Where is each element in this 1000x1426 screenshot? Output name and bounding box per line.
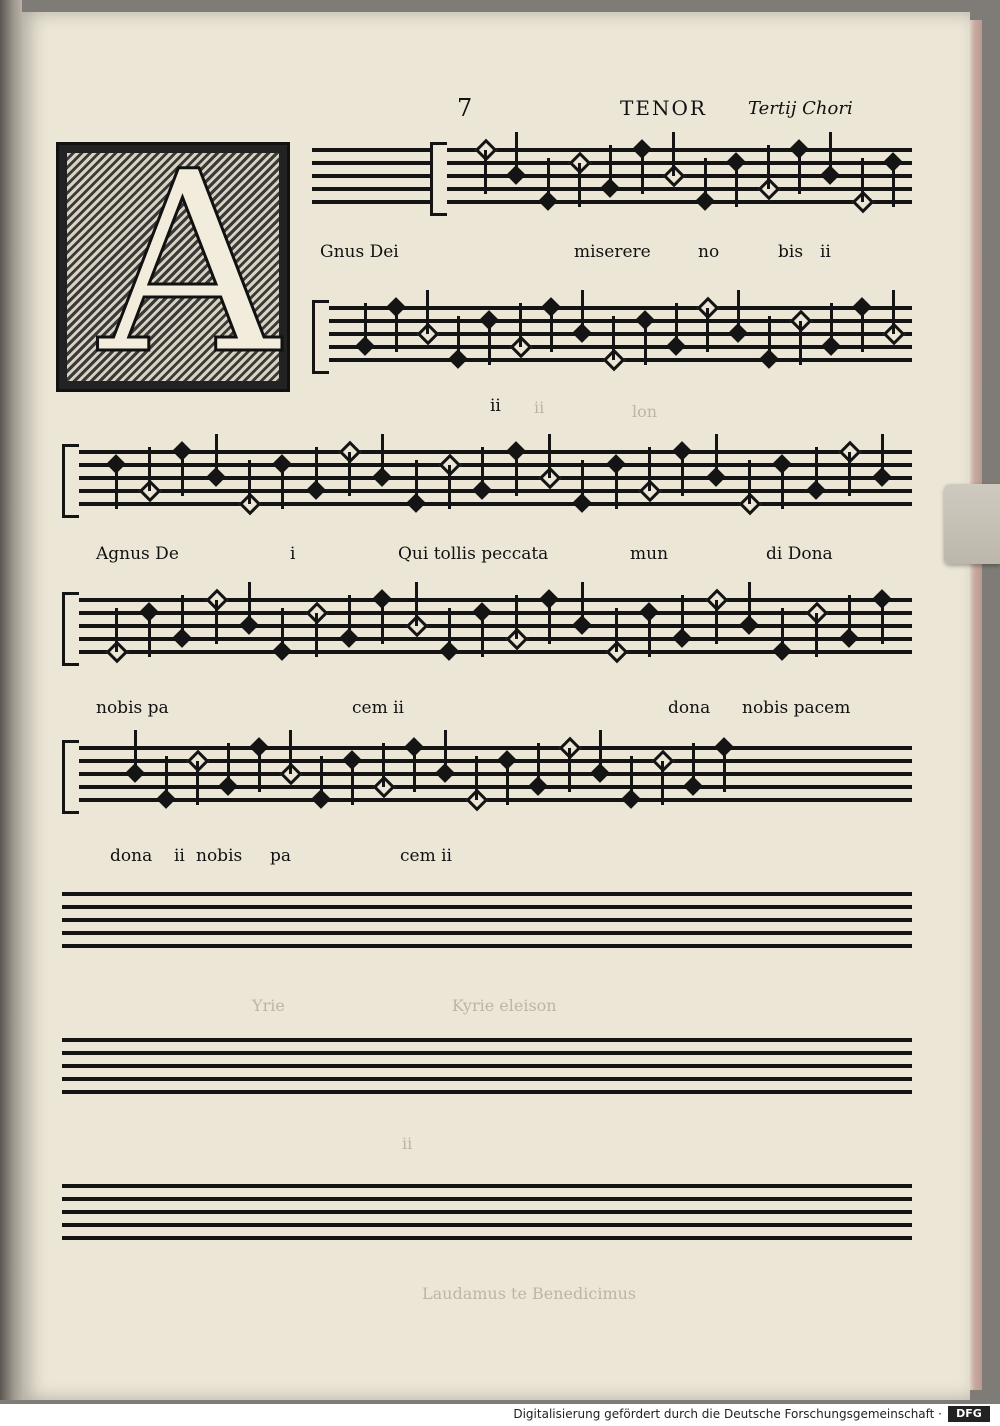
- lyric-nobis: nobis: [196, 846, 243, 866]
- note-stem: [848, 595, 851, 639]
- note-stem: [830, 303, 833, 347]
- note-stem: [115, 608, 118, 652]
- note-stem: [248, 582, 251, 626]
- music-staff-5: [62, 746, 912, 802]
- note-stem: [550, 308, 553, 352]
- note-stem: [515, 452, 518, 496]
- show-through-text: Kyrie eleison: [452, 996, 557, 1015]
- lyric-dona: dona: [668, 698, 711, 718]
- note-stem: [692, 743, 695, 787]
- note-stem: [506, 761, 509, 805]
- note-stem: [481, 447, 484, 491]
- note-stem: [134, 730, 137, 774]
- note-stem: [748, 582, 751, 626]
- note-stem: [568, 748, 571, 792]
- note-stem: [681, 595, 684, 639]
- lyric-ii: ii: [490, 396, 501, 416]
- note-stem: [737, 290, 740, 334]
- note-stem: [258, 748, 261, 792]
- note-stem: [548, 434, 551, 478]
- note-stem: [547, 158, 550, 202]
- lyric-cem-ii: cem ii: [352, 698, 404, 718]
- note-stem: [648, 613, 651, 657]
- footer-credit: Digitalisierung gefördert durch die Deutsche Forschungsgemeinschaft ·: [513, 1407, 942, 1421]
- note-stem: [881, 600, 884, 644]
- clef-icon: [430, 142, 447, 216]
- note-stem: [648, 447, 651, 491]
- note-stem: [457, 316, 460, 360]
- dfg-logo: DFG: [948, 1406, 990, 1422]
- lyric-di-dona: di Dona: [766, 544, 833, 564]
- lyric-qui-tollis-peccata: Qui tollis peccata: [398, 544, 549, 564]
- show-through-text: Yrie: [252, 996, 285, 1015]
- note-stem: [723, 748, 726, 792]
- note-stem: [215, 600, 218, 644]
- note-stem: [320, 756, 323, 800]
- note-stem: [672, 132, 675, 176]
- lyric-i: i: [290, 544, 296, 564]
- lyric-mun: mun: [630, 544, 669, 564]
- note-stem: [615, 465, 618, 509]
- note-stem: [675, 303, 678, 347]
- show-through-lon: lon: [632, 402, 658, 421]
- note-stem: [165, 756, 168, 800]
- note-stem: [181, 452, 184, 496]
- note-stem: [488, 321, 491, 365]
- note-stem: [395, 308, 398, 352]
- note-stem: [413, 748, 416, 792]
- lyric-bis: bis: [778, 242, 804, 262]
- note-stem: [415, 460, 418, 504]
- clef-icon: [62, 740, 79, 814]
- note-stem: [599, 730, 602, 774]
- note-stem: [798, 150, 801, 194]
- note-stem: [661, 761, 664, 805]
- note-stem: [537, 743, 540, 787]
- note-stem: [215, 434, 218, 478]
- note-stem: [548, 600, 551, 644]
- note-stem: [581, 582, 584, 626]
- note-stem: [781, 608, 784, 652]
- lyric-gnus-dei: Gnus Dei: [320, 242, 399, 262]
- note-stem: [484, 150, 487, 194]
- note-stem: [364, 303, 367, 347]
- page-edge: [970, 20, 982, 1390]
- note-stem: [681, 452, 684, 496]
- note-stem: [315, 447, 318, 491]
- note-stem: [578, 163, 581, 207]
- note-stem: [767, 145, 770, 189]
- note-stem: [641, 150, 644, 194]
- note-stem: [519, 303, 522, 347]
- lyric-ii: ii: [820, 242, 831, 262]
- note-stem: [581, 460, 584, 504]
- note-stem: [115, 465, 118, 509]
- note-stem: [248, 460, 251, 504]
- lyric-nobis-pacem: nobis pacem: [742, 698, 851, 718]
- page-number: 7: [457, 94, 473, 122]
- note-stem: [351, 761, 354, 805]
- note-stem: [861, 158, 864, 202]
- note-stem: [735, 163, 738, 207]
- note-stem: [181, 595, 184, 639]
- clef-icon: [62, 592, 79, 666]
- note-stem: [475, 756, 478, 800]
- note-stem: [515, 595, 518, 639]
- empty-staff-3: [62, 1184, 912, 1240]
- note-stem: [715, 600, 718, 644]
- note-stem: [348, 452, 351, 496]
- note-stem: [815, 613, 818, 657]
- note-stem: [706, 308, 709, 352]
- note-stem: [481, 613, 484, 657]
- note-stem: [829, 132, 832, 176]
- note-stem: [799, 321, 802, 365]
- voice-part: TENOR: [620, 96, 707, 120]
- note-stem: [227, 743, 230, 787]
- initial-letter: A: [99, 142, 280, 392]
- note-stem: [748, 460, 751, 504]
- note-stem: [148, 447, 151, 491]
- note-stem: [630, 756, 633, 800]
- note-stem: [704, 158, 707, 202]
- choir-label: Tertij Chori: [748, 98, 853, 119]
- show-through-text: ii: [402, 1134, 413, 1153]
- bookmark-tab: [944, 484, 1000, 564]
- note-stem: [281, 608, 284, 652]
- show-through-text: Laudamus te Benedicimus: [422, 1284, 637, 1303]
- note-stem: [515, 132, 518, 176]
- note-stem: [781, 465, 784, 509]
- clef-icon: [312, 300, 329, 374]
- note-stem: [644, 321, 647, 365]
- note-stem: [148, 613, 151, 657]
- lyric-dona: dona: [110, 846, 153, 866]
- lyric-no: no: [698, 242, 720, 262]
- empty-staff-1: [62, 892, 912, 948]
- note-stem: [892, 163, 895, 207]
- empty-staff-2: [62, 1038, 912, 1094]
- note-stem: [615, 608, 618, 652]
- note-stem: [581, 290, 584, 334]
- note-stem: [289, 730, 292, 774]
- note-stem: [382, 743, 385, 787]
- note-stem: [444, 730, 447, 774]
- note-stem: [448, 608, 451, 652]
- lyric-nobis-pa: nobis pa: [96, 698, 169, 718]
- note-stem: [715, 434, 718, 478]
- lyric-pa: pa: [270, 846, 292, 866]
- decorated-initial: [56, 142, 290, 392]
- note-stem: [281, 465, 284, 509]
- note-stem: [415, 582, 418, 626]
- note-stem: [861, 308, 864, 352]
- page-header: [22, 94, 970, 124]
- note-stem: [881, 434, 884, 478]
- note-stem: [848, 452, 851, 496]
- note-stem: [381, 434, 384, 478]
- show-through-ii: ii: [534, 398, 545, 417]
- clef-icon: [62, 444, 79, 518]
- note-stem: [381, 600, 384, 644]
- lyric-cem-ii: cem ii: [400, 846, 452, 866]
- note-stem: [315, 613, 318, 657]
- note-stem: [348, 595, 351, 639]
- book-spine: [0, 0, 22, 1400]
- note-stem: [448, 465, 451, 509]
- scanned-page: [22, 12, 970, 1400]
- note-stem: [768, 316, 771, 360]
- lyric-agnus-de: Agnus De: [96, 544, 179, 564]
- note-stem: [612, 316, 615, 360]
- note-stem: [196, 761, 199, 805]
- note-stem: [892, 290, 895, 334]
- note-stem: [815, 447, 818, 491]
- note-stem: [609, 145, 612, 189]
- lyric-ii: ii: [174, 846, 185, 866]
- lyric-miserere: miserere: [574, 242, 651, 262]
- note-stem: [426, 290, 429, 334]
